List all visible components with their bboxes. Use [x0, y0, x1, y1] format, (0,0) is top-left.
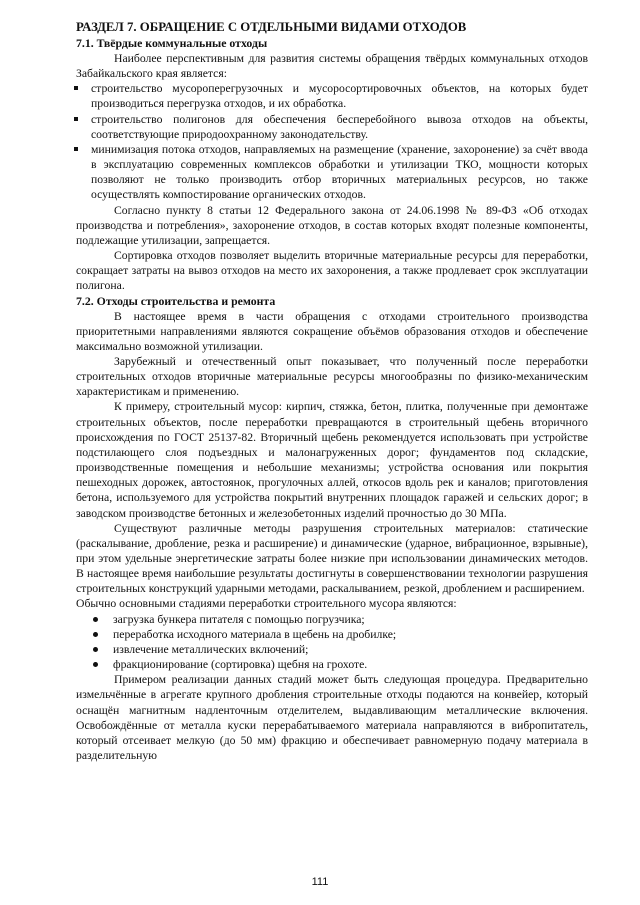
list-item: фракционирование (сортировка) щебня на грохоте. [91, 657, 588, 672]
paragraph-experience: Зарубежный и отечественный опыт показывает, что полученный после переработки строительных отходов вторичные материальные ресурсы многообразны по физико-механическим характеристикам и применению. [76, 354, 588, 399]
list-item: строительство мусороперегрузочных и мусоросортировочных объектов, на которых будет производиться перегрузка отходов, и их обработка. [76, 81, 588, 111]
list-item: извлечение металлических включений; [91, 642, 588, 657]
square-bullet-icon [74, 86, 78, 90]
dot-bullet-icon [93, 617, 98, 622]
section-title: РАЗДЕЛ 7. ОБРАЩЕНИЕ С ОТДЕЛЬНЫМИ ВИДАМИ ОТХОДОВ [76, 20, 467, 34]
list-item: минимизация потока отходов, направляемых на размещение (хранение, захоронение) за счёт ввода в эксплуатацию современных комплексов обработки и утилизации ТКО, мощности которых позволяют не только производить отбор вторичных материальных ресурсов, но также осуществлять компостирование органических отходов. [76, 142, 588, 203]
paragraph-methods: Существуют различные методы разрушения строительных материалов: статические (раскалывание, дробление, резка и расширение) и динамические (ударное, вибрационное, взрывные), при этом удельные энергетические затраты более низкие при использовании динамических методов. В настоящее время наибольшие результаты достигнуты в совершенствовании технологии разрушения строительных конструкций ударными методами, раскалыванием, резкой, дроблением и расширением. [76, 521, 588, 596]
square-bullet-icon [74, 117, 78, 121]
square-bullet-icon [74, 147, 78, 151]
subsection-title-7-1: 7.1. Твёрдые коммунальные отходы [76, 36, 268, 50]
bullet-list-msw [76, 81, 588, 202]
dot-bullet-icon [93, 632, 98, 637]
bullet-list-stages [76, 612, 588, 673]
list-item: строительство полигонов для обеспечения бесперебойного вывоза отходов на объекты, соответствующие природоохранному законодательству. [76, 112, 588, 142]
paragraph-stages-intro: Обычно основными стадиями переработки строительного мусора являются: [76, 597, 457, 611]
page-number: 111 [311, 876, 329, 888]
list-item: загрузка бункера питателя с помощью погрузчика; [91, 612, 588, 627]
paragraph-law: Согласно пункту 8 статьи 12 Федерального закона от 24.06.1998 № 89-ФЗ «Об отходах производства и потребления», захоронение отходов, в состав которых входят полезные компоненты, подлежащие утилизации, запрещается. [76, 203, 588, 247]
paragraph-priorities: В настоящее время в части обращения с отходами строительного производства приоритетными направлениями являются сокращение объёмов образования отходов и обеспечение максимально возможной утилизации. [76, 309, 588, 353]
dot-bullet-icon [93, 662, 98, 667]
dot-bullet-icon [93, 647, 98, 652]
paragraph-intro: Наиболее перспективным для развития системы обращения твёрдых коммунальных отходов Забайкальского края является: [76, 52, 588, 81]
paragraph-example-debris: К примеру, строительный мусор: кирпич, стяжка, бетон, плитка, полученные при демонтаже строительных объектов, после переработки превращаются в строительный щебень вторичного происхождения по ГОСТ 25137-82. Вторичный щебень рекомендуется использовать при устройстве подстилающего слоя подъездных и малонагруженных дорог; фундаментов под складские, производственные помещения и небольшие механизмы; устройства основания или покрытия пешеходных дорожек, автостоянок, прогулочных аллей, откосов вдоль рек и каналов; приготовления бетона, используемого для устройства покрытий внутренних площадок гаражей и сельских дорог; в заводском производстве бетонных и железобетонных изделий прочностью до 30 МПа. [76, 400, 588, 520]
subsection-title-7-2: 7.2. Отходы строительства и ремонта [76, 293, 276, 308]
paragraph-sorting: Сортировка отходов позволяет выделить вторичные материальные ресурсы для переработки, сокращает затраты на вывоз отходов на место их захоронения, а также продлевает срок эксплуатации полигона. [76, 249, 588, 293]
list-item: переработка исходного материала в щебень на дробилке; [91, 627, 588, 642]
paragraph-procedure: Примером реализации данных стадий может быть следующая процедура. Предварительно измельчённые в агрегате крупного дробления строительные отходы подаются на конвейер, который оснащён магнитным надленточным отделителем, выдавливающим металлические включения. Освобождённые от металла куски перерабатываемого материала направляются в вибропитатель, который отсеивает мелкую (до 50 мм) фракцию и обеспечивает равномерную подачу материала в разделительную [76, 673, 588, 763]
